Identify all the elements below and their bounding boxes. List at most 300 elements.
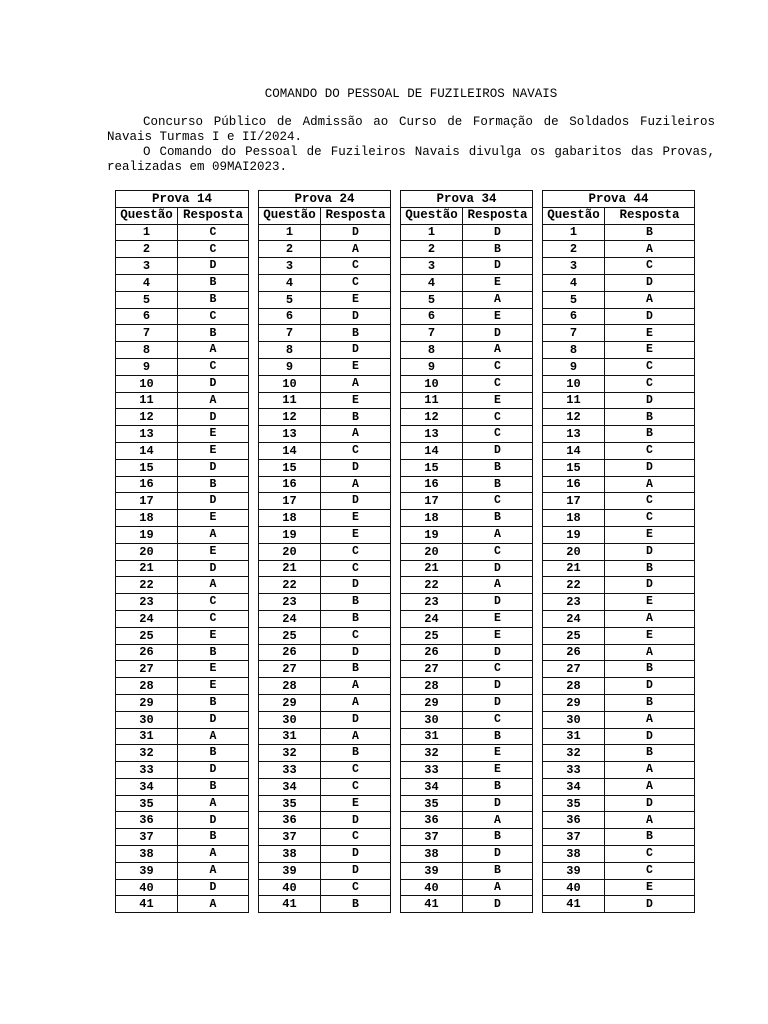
table-row	[401, 711, 533, 728]
question-number: 19	[543, 526, 605, 543]
exam-title-row	[401, 191, 533, 208]
table-row	[543, 560, 695, 577]
question-number: 2	[259, 241, 321, 258]
question-number: 1	[116, 224, 178, 241]
table-row	[259, 610, 391, 627]
table-row	[116, 728, 249, 745]
answer-letter: C	[463, 358, 533, 375]
table-row	[401, 694, 533, 711]
question-number: 11	[116, 392, 178, 409]
table-row	[401, 745, 533, 762]
question-number: 3	[401, 258, 463, 275]
question-number: 5	[116, 291, 178, 308]
answer-letter: D	[321, 493, 391, 510]
question-number: 3	[116, 258, 178, 275]
table-row	[401, 392, 533, 409]
table-row	[259, 812, 391, 829]
table-row	[259, 560, 391, 577]
question-number: 20	[401, 543, 463, 560]
table-row	[543, 459, 695, 476]
question-number: 37	[116, 829, 178, 846]
question-number: 9	[543, 358, 605, 375]
table-row	[401, 426, 533, 443]
answer-letter: B	[178, 274, 249, 291]
table-row	[116, 644, 249, 661]
answer-letter: A	[605, 610, 695, 627]
table-row	[116, 526, 249, 543]
table-row	[116, 342, 249, 359]
answer-letter: D	[605, 274, 695, 291]
question-number: 13	[116, 426, 178, 443]
table-row	[401, 375, 533, 392]
question-number: 40	[116, 879, 178, 896]
question-number: 37	[259, 829, 321, 846]
answer-letter: B	[605, 745, 695, 762]
question-number: 19	[259, 526, 321, 543]
answer-letter: B	[605, 560, 695, 577]
answer-letter: C	[605, 510, 695, 527]
answer-letter: C	[605, 862, 695, 879]
question-number: 32	[116, 745, 178, 762]
question-number: 41	[401, 896, 463, 913]
question-number: 8	[116, 342, 178, 359]
table-row	[543, 342, 695, 359]
exam-title: Prova 14	[116, 191, 249, 208]
question-number: 11	[259, 392, 321, 409]
question-number: 30	[259, 711, 321, 728]
answer-letter: B	[321, 610, 391, 627]
answer-letter: B	[178, 829, 249, 846]
table-row	[259, 526, 391, 543]
answer-letter: C	[321, 879, 391, 896]
table-row	[543, 812, 695, 829]
answer-key-body	[259, 224, 391, 913]
question-number: 39	[259, 862, 321, 879]
question-number: 34	[543, 778, 605, 795]
exam-title: Prova 24	[259, 191, 391, 208]
question-number: 33	[401, 762, 463, 779]
question-number: 12	[401, 409, 463, 426]
answer-letter: A	[321, 678, 391, 695]
question-number: 32	[259, 745, 321, 762]
table-row	[401, 325, 533, 342]
question-number: 5	[543, 291, 605, 308]
table-row	[259, 241, 391, 258]
answer-letter: D	[321, 862, 391, 879]
table-row	[259, 476, 391, 493]
table-row	[116, 745, 249, 762]
answer-letter: B	[178, 745, 249, 762]
question-number: 25	[116, 627, 178, 644]
table-row	[543, 224, 695, 241]
table-row	[543, 510, 695, 527]
answer-letter: A	[605, 711, 695, 728]
table-row	[116, 610, 249, 627]
answer-letter: D	[321, 812, 391, 829]
question-number: 10	[116, 375, 178, 392]
column-header-row	[116, 207, 249, 224]
table-row	[401, 862, 533, 879]
question-number: 12	[543, 409, 605, 426]
answer-letter: A	[605, 812, 695, 829]
question-number: 14	[543, 442, 605, 459]
table-row	[401, 795, 533, 812]
table-row	[116, 241, 249, 258]
question-number: 32	[401, 745, 463, 762]
table-row	[543, 358, 695, 375]
table-row	[543, 778, 695, 795]
question-number: 18	[259, 510, 321, 527]
column-header-question: Questão	[543, 207, 605, 224]
answer-letter: B	[463, 829, 533, 846]
table-row	[116, 627, 249, 644]
answer-letter: D	[463, 258, 533, 275]
answer-letter: C	[463, 426, 533, 443]
question-number: 16	[259, 476, 321, 493]
question-number: 33	[543, 762, 605, 779]
question-number: 19	[116, 526, 178, 543]
question-number: 23	[259, 594, 321, 611]
answer-letter: D	[463, 594, 533, 611]
question-number: 17	[116, 493, 178, 510]
table-row	[401, 543, 533, 560]
answer-letter: B	[463, 459, 533, 476]
answer-letter: A	[321, 375, 391, 392]
question-number: 3	[259, 258, 321, 275]
table-row	[259, 291, 391, 308]
question-number: 20	[259, 543, 321, 560]
answer-letter: B	[463, 778, 533, 795]
question-number: 25	[259, 627, 321, 644]
question-number: 12	[116, 409, 178, 426]
answer-letter: E	[178, 627, 249, 644]
answer-letter: A	[178, 526, 249, 543]
question-number: 26	[543, 644, 605, 661]
question-number: 17	[259, 493, 321, 510]
answer-letter: C	[321, 762, 391, 779]
answer-letter: C	[178, 358, 249, 375]
answer-letter: C	[605, 846, 695, 863]
answer-letter: C	[321, 274, 391, 291]
table-row	[259, 678, 391, 695]
answer-letter: A	[178, 342, 249, 359]
answer-letter: A	[463, 526, 533, 543]
answer-letter: A	[178, 846, 249, 863]
table-row	[259, 879, 391, 896]
table-row	[401, 678, 533, 695]
table-row	[116, 476, 249, 493]
question-number: 38	[401, 846, 463, 863]
question-number: 11	[543, 392, 605, 409]
column-header-question: Questão	[401, 207, 463, 224]
answer-letter: D	[321, 644, 391, 661]
question-number: 8	[543, 342, 605, 359]
table-row	[401, 291, 533, 308]
column-header-answer: Resposta	[321, 207, 391, 224]
question-number: 15	[259, 459, 321, 476]
question-number: 26	[116, 644, 178, 661]
answer-letter: A	[178, 577, 249, 594]
table-row	[401, 762, 533, 779]
question-number: 34	[401, 778, 463, 795]
question-number: 35	[259, 795, 321, 812]
table-row	[401, 560, 533, 577]
table-row	[259, 762, 391, 779]
answer-key-table-2	[258, 190, 391, 913]
question-number: 38	[116, 846, 178, 863]
question-number: 13	[401, 426, 463, 443]
table-row	[116, 409, 249, 426]
question-number: 4	[259, 274, 321, 291]
answer-letter: E	[605, 526, 695, 543]
answer-letter: B	[178, 644, 249, 661]
answer-letter: A	[605, 762, 695, 779]
answer-letter: D	[178, 459, 249, 476]
table-row	[543, 627, 695, 644]
table-row	[401, 510, 533, 527]
question-number: 34	[259, 778, 321, 795]
answer-letter: C	[178, 308, 249, 325]
table-row	[259, 224, 391, 241]
answer-letter: D	[463, 560, 533, 577]
answer-letter: C	[321, 543, 391, 560]
question-number: 31	[401, 728, 463, 745]
answer-letter: D	[463, 694, 533, 711]
question-number: 24	[543, 610, 605, 627]
answer-letter: D	[463, 325, 533, 342]
answer-letter: C	[178, 610, 249, 627]
question-number: 39	[543, 862, 605, 879]
question-number: 39	[116, 862, 178, 879]
answer-letter: D	[178, 258, 249, 275]
table-row	[543, 644, 695, 661]
answer-letter: E	[321, 510, 391, 527]
table-row	[543, 375, 695, 392]
question-number: 21	[259, 560, 321, 577]
table-row	[116, 274, 249, 291]
question-number: 24	[401, 610, 463, 627]
question-number: 38	[543, 846, 605, 863]
answer-letter: C	[605, 375, 695, 392]
table-row	[543, 745, 695, 762]
column-header-row	[543, 207, 695, 224]
question-number: 22	[543, 577, 605, 594]
answer-letter: E	[321, 526, 391, 543]
table-row	[259, 274, 391, 291]
table-row	[401, 577, 533, 594]
question-number: 31	[116, 728, 178, 745]
exam-title: Prova 44	[543, 191, 695, 208]
answer-letter: A	[463, 291, 533, 308]
answer-letter: C	[605, 358, 695, 375]
table-row	[543, 476, 695, 493]
question-number: 41	[116, 896, 178, 913]
question-number: 40	[259, 879, 321, 896]
answer-letter: E	[463, 762, 533, 779]
question-number: 17	[401, 493, 463, 510]
answer-letter: A	[605, 778, 695, 795]
question-number: 27	[401, 661, 463, 678]
answer-letter: B	[605, 661, 695, 678]
answer-letter: B	[463, 862, 533, 879]
question-number: 18	[543, 510, 605, 527]
question-number: 7	[543, 325, 605, 342]
table-row	[259, 426, 391, 443]
question-number: 12	[259, 409, 321, 426]
answer-letter: E	[605, 594, 695, 611]
answer-letter: D	[463, 896, 533, 913]
table-row	[401, 442, 533, 459]
answer-letter: D	[463, 795, 533, 812]
answer-letter: E	[178, 510, 249, 527]
table-row	[401, 846, 533, 863]
answer-key-body	[116, 224, 249, 913]
question-number: 21	[401, 560, 463, 577]
question-number: 35	[116, 795, 178, 812]
answer-letter: C	[321, 627, 391, 644]
table-row	[116, 358, 249, 375]
question-number: 24	[259, 610, 321, 627]
question-number: 35	[543, 795, 605, 812]
table-row	[116, 291, 249, 308]
table-row	[259, 308, 391, 325]
answer-letter: D	[605, 543, 695, 560]
question-number: 28	[543, 678, 605, 695]
table-row	[401, 627, 533, 644]
answer-key-header	[259, 191, 391, 225]
question-number: 28	[401, 678, 463, 695]
answer-key-header	[116, 191, 249, 225]
answer-letter: D	[178, 409, 249, 426]
question-number: 21	[543, 560, 605, 577]
table-row	[401, 896, 533, 913]
question-number: 29	[401, 694, 463, 711]
table-row	[259, 661, 391, 678]
table-row	[401, 493, 533, 510]
answer-letter: B	[605, 694, 695, 711]
question-number: 3	[543, 258, 605, 275]
table-row	[259, 375, 391, 392]
question-number: 10	[543, 375, 605, 392]
answer-letter: D	[605, 795, 695, 812]
answer-letter: A	[463, 812, 533, 829]
answer-letter: B	[605, 224, 695, 241]
question-number: 14	[259, 442, 321, 459]
answer-letter: D	[605, 577, 695, 594]
question-number: 4	[543, 274, 605, 291]
question-number: 20	[116, 543, 178, 560]
question-number: 22	[116, 577, 178, 594]
answer-key-body	[543, 224, 695, 913]
answer-letter: D	[321, 224, 391, 241]
table-row	[259, 694, 391, 711]
table-row	[401, 476, 533, 493]
answer-letter: A	[463, 879, 533, 896]
answer-key-body	[401, 224, 533, 913]
table-row	[543, 661, 695, 678]
table-row	[116, 594, 249, 611]
table-row	[116, 694, 249, 711]
table-row	[116, 879, 249, 896]
table-row	[259, 795, 391, 812]
question-number: 9	[116, 358, 178, 375]
table-row	[116, 560, 249, 577]
answer-letter: A	[321, 241, 391, 258]
question-number: 7	[259, 325, 321, 342]
answer-letter: E	[463, 308, 533, 325]
answer-letter: E	[178, 661, 249, 678]
answer-letter: C	[321, 560, 391, 577]
question-number: 41	[543, 896, 605, 913]
answer-letter: E	[605, 627, 695, 644]
answer-letter: C	[178, 224, 249, 241]
table-row	[401, 258, 533, 275]
question-number: 4	[116, 274, 178, 291]
answer-letter: B	[463, 728, 533, 745]
table-row	[543, 409, 695, 426]
question-number: 2	[116, 241, 178, 258]
table-row	[543, 274, 695, 291]
question-number: 36	[401, 812, 463, 829]
question-number: 29	[116, 694, 178, 711]
answer-letter: D	[178, 375, 249, 392]
question-number: 25	[401, 627, 463, 644]
table-row	[116, 896, 249, 913]
answer-letter: E	[463, 610, 533, 627]
table-row	[116, 711, 249, 728]
question-number: 4	[401, 274, 463, 291]
question-number: 14	[116, 442, 178, 459]
answer-letter: A	[605, 644, 695, 661]
answer-letter: E	[178, 442, 249, 459]
question-number: 31	[259, 728, 321, 745]
answer-letter: C	[463, 543, 533, 560]
question-number: 34	[116, 778, 178, 795]
answer-letter: E	[321, 358, 391, 375]
table-row	[543, 829, 695, 846]
answer-letter: B	[321, 661, 391, 678]
table-row	[401, 358, 533, 375]
question-number: 10	[401, 375, 463, 392]
answer-letter: C	[463, 375, 533, 392]
column-header-row	[259, 207, 391, 224]
answer-letter: D	[178, 812, 249, 829]
table-row	[543, 493, 695, 510]
table-row	[401, 409, 533, 426]
table-row	[543, 543, 695, 560]
answer-letter: D	[321, 342, 391, 359]
answer-key-header	[543, 191, 695, 225]
table-row	[116, 778, 249, 795]
table-row	[401, 728, 533, 745]
answer-letter: C	[463, 493, 533, 510]
table-row	[259, 459, 391, 476]
table-row	[401, 778, 533, 795]
table-row	[543, 694, 695, 711]
answer-letter: B	[321, 409, 391, 426]
question-number: 2	[543, 241, 605, 258]
answer-letter: A	[178, 862, 249, 879]
question-number: 36	[543, 812, 605, 829]
answer-letter: C	[321, 442, 391, 459]
question-number: 35	[401, 795, 463, 812]
question-number: 6	[116, 308, 178, 325]
question-number: 16	[116, 476, 178, 493]
answer-letter: B	[321, 745, 391, 762]
column-header-row	[401, 207, 533, 224]
table-row	[116, 459, 249, 476]
table-row	[259, 392, 391, 409]
